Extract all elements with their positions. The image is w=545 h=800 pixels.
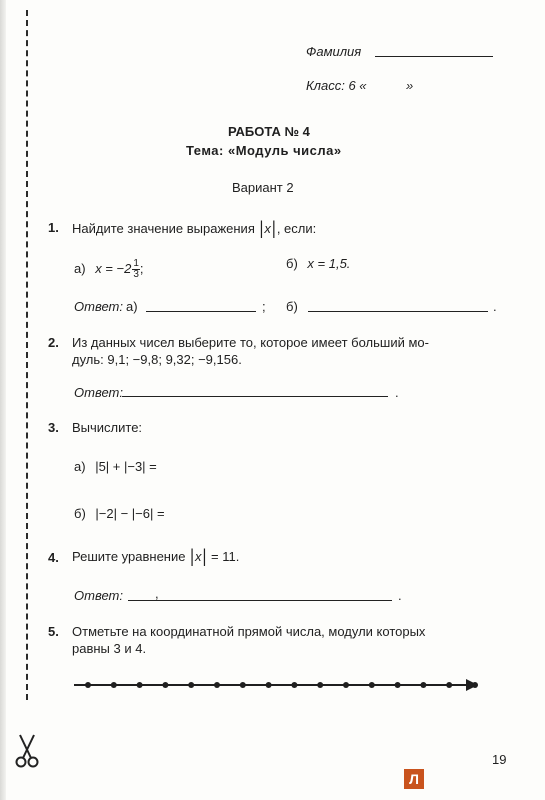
task3-a-prefix: а): [74, 459, 86, 474]
answer-end-dot: .: [398, 588, 402, 603]
task1-text-before: Найдите значение выражения: [72, 221, 255, 236]
task-number: 3.: [48, 420, 59, 435]
task4-text: [72, 545, 240, 568]
answer-end-dot: .: [395, 385, 399, 400]
task4-text-after: = 11.: [211, 549, 240, 564]
task5-line2: равны 3 и 4.: [72, 641, 147, 656]
class-close-quote: »: [406, 78, 414, 93]
task1-answer-b-label: б): [286, 299, 298, 314]
task1-answer-b-field[interactable]: [308, 311, 488, 312]
axis-tick-dot[interactable]: [420, 682, 426, 688]
task4-answer-field[interactable]: [128, 600, 392, 601]
page-number: 19: [492, 752, 507, 767]
task3-part-b: [74, 506, 165, 521]
task-number: 5.: [48, 624, 59, 639]
axis-tick-dot[interactable]: [162, 682, 168, 688]
task1-answer-a-label: а): [126, 299, 138, 314]
task1-part-a: [74, 259, 144, 280]
task2-line1: Из данных чисел выберите то, которое имеет больший мо-: [72, 335, 429, 350]
axis-tick-dot[interactable]: [472, 682, 478, 688]
abs-bar: |: [202, 545, 207, 568]
class-label: Класс: 6 «: [306, 78, 367, 93]
task2-line2: дуль: 9,1; −9,8; 9,32; −9,156.: [72, 352, 242, 367]
answer-end-dot: .: [493, 299, 497, 314]
axis-tick-dot[interactable]: [343, 682, 349, 688]
task1-var: x: [264, 221, 271, 236]
surname-label: Фамилия: [306, 44, 362, 59]
task1-a-eq: x = −2: [95, 260, 132, 276]
task-number: 2.: [48, 335, 59, 350]
task1-text-after: , если:: [276, 221, 317, 236]
topic-title: Тема: «Модуль числа»: [186, 143, 342, 158]
variant-label: Вариант 2: [232, 180, 294, 195]
task1-text: [72, 217, 317, 240]
axis-tick-dot[interactable]: [137, 682, 143, 688]
publisher-logo: Л: [404, 769, 424, 789]
task1-b-prefix: б): [286, 256, 298, 271]
task3-b-expr: |−2| − |−6| =: [95, 506, 165, 521]
answer-separator: ;: [262, 299, 266, 314]
task-number: 4.: [48, 550, 59, 565]
task3-text: Вычислите:: [72, 420, 143, 435]
fraction: $\frac{1}{3}$: [133, 258, 139, 280]
axis-tick-dot[interactable]: [188, 682, 194, 688]
answer-label: Ответ:: [74, 588, 123, 603]
axis-tick-dot[interactable]: [291, 682, 297, 688]
axis-tick-dot[interactable]: [85, 682, 91, 688]
task4-text-before: Решите уравнение: [72, 549, 186, 564]
surname-field[interactable]: [375, 56, 493, 57]
task1-a-end: ;: [139, 260, 144, 276]
answer-label: Ответ:: [74, 385, 123, 400]
abs-bar: |: [271, 217, 276, 240]
axis-tick-dot[interactable]: [395, 682, 401, 688]
scissors-icon: [14, 733, 40, 769]
task3-a-expr: |5| + |−3| =: [95, 459, 157, 474]
task2-answer-field[interactable]: [122, 396, 388, 397]
task4-var: x: [195, 549, 202, 564]
task5-line1: Отметьте на координатной прямой числа, модули которых: [72, 624, 426, 639]
axis-tick-dot[interactable]: [214, 682, 220, 688]
answer-comma: ,: [155, 586, 159, 601]
task1-b-eq: x = 1,5.: [307, 256, 351, 271]
task1-a-prefix: а): [74, 260, 86, 276]
page-edge: [0, 0, 6, 800]
task1-answer-a-field[interactable]: [146, 311, 256, 312]
answer-label: Ответ:: [74, 299, 123, 314]
coordinate-line[interactable]: [70, 674, 480, 696]
axis-tick-dot[interactable]: [266, 682, 272, 688]
axis-tick-dot[interactable]: [317, 682, 323, 688]
axis-tick-dot[interactable]: [240, 682, 246, 688]
axis-tick-dot[interactable]: [446, 682, 452, 688]
task3-b-prefix: б): [74, 506, 86, 521]
cut-line: [26, 10, 28, 700]
abs-bar: |: [259, 217, 264, 240]
task1-part-b: [286, 256, 350, 271]
work-title: РАБОТА № 4: [228, 124, 310, 139]
axis-tick-dot[interactable]: [111, 682, 117, 688]
abs-bar: |: [190, 545, 195, 568]
axis-tick-dot[interactable]: [369, 682, 375, 688]
task-number: 1.: [48, 220, 59, 235]
task3-part-a: [74, 459, 157, 474]
